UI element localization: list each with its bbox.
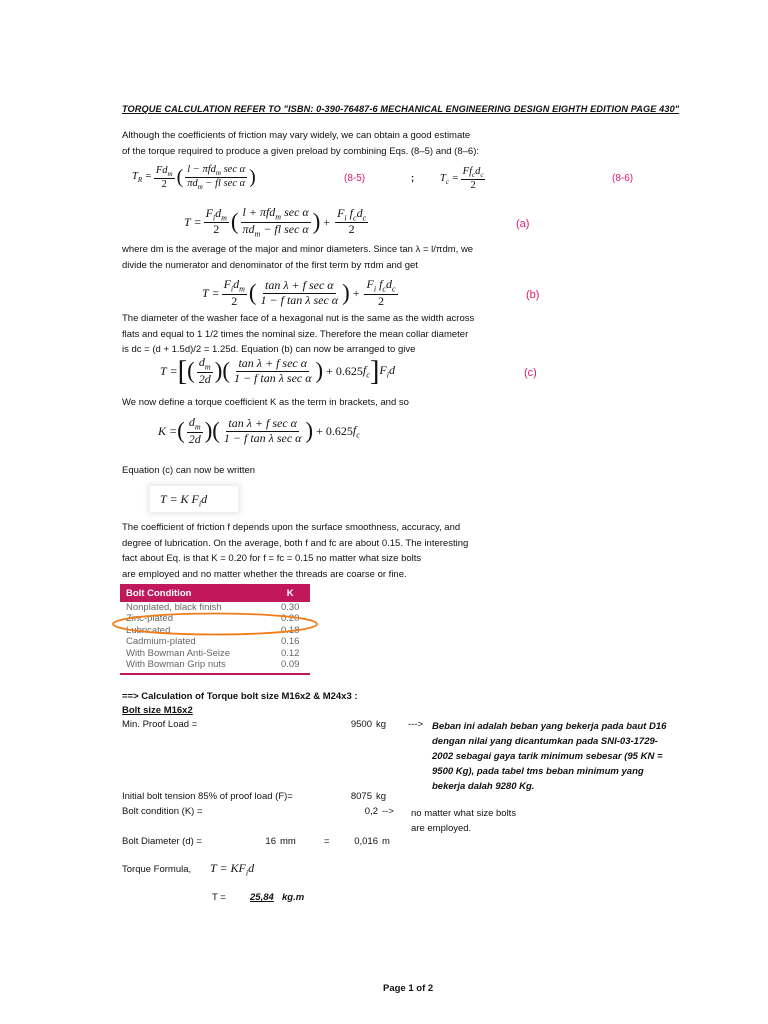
equation-label-8-6: (8-6) (612, 173, 634, 184)
torque-formula-label: Torque Formula, (122, 864, 192, 875)
k-paragraph: We now define a torque coefficient K as the term in brackets, and so (122, 397, 409, 408)
equation-k: K = ( $\frac{d_m}{2d}$ ) ( $\frac{\text{tan λ + f sec α}}{\text{1 − f tan λ sec α}}$ ) + 0.625 $f_c$ (158, 415, 360, 446)
friction-line: The coefficient of friction f depends upon the surface smoothness, accuracy, and (122, 522, 461, 533)
table-row (120, 648, 310, 659)
table-header-row (120, 584, 310, 602)
page-footer: Page 1 of 2 (383, 983, 434, 994)
table-cell: With Bowman Anti-Seize (126, 647, 231, 659)
table-bottom-rule (120, 673, 310, 675)
intro-paragraph (122, 128, 479, 159)
friction-line: fact about Eq. is that K = 0.20 for f = fc = 0.15 no matter what size bolts (122, 553, 422, 564)
equation-label-8-5: (8-5) (344, 173, 366, 184)
proof-load-label: Min. Proof Load = (122, 719, 198, 730)
washer-line: flats and equal to 1 1/2 times the nominal size. Therefore the mean collar diameter (122, 328, 469, 340)
washer-line: is dc = (d + 1.5d)/2 = 1.25d. Equation (b) can now be arranged to give (122, 344, 416, 355)
table-cell: Nonplated, black finish (126, 602, 222, 613)
table-cell: Lubricated (126, 624, 171, 636)
bolt-diameter-mm: 16 (265, 836, 276, 847)
calc-heading: ==> Calculation of Torque bolt size M16x2 & M24x3 : (122, 691, 358, 702)
equation-c: T = [ ( $\frac{d_m}{2d}$ ) ( $\frac{\text{tan λ + f sec α}}{\text{1 − f tan λ sec α}}$ ) + 0.625 $f_c$ ] $F_id$ (160, 354, 395, 387)
equation-label-b: (b) (526, 289, 540, 301)
table-cell: 0.18 (280, 624, 300, 636)
torque-formula: $T = KF_id$ (210, 861, 255, 878)
bolt-diameter-equals: = (324, 836, 330, 847)
torque-result-unit: kg.m (282, 892, 305, 903)
dm-paragraph (122, 242, 473, 273)
bolt-condition-note (411, 806, 516, 836)
washer-line: The diameter of the washer face of a hexagonal nut is the same as the width across (122, 313, 475, 324)
proof-load-note (432, 719, 666, 794)
proof-load-arrow: ---> (408, 719, 424, 730)
bolt-tension-value: 8075 (350, 791, 372, 802)
note-line: 2002 sebagai gaya tarik minimum sebesar (95 KN = (432, 751, 663, 762)
washer-paragraph (122, 311, 474, 358)
intro-line: Although the coefficients of friction may vary widely, we can obtain a good estimate (122, 130, 471, 141)
table-cell: With Bowman Grip nuts (126, 659, 226, 671)
note-line: no matter what size bolts (411, 808, 517, 819)
equation-8-6: $T_c$ = $\frac{Ff_cd_c}{2}$ (440, 166, 484, 192)
equation-label-c: (c) (524, 367, 537, 379)
proof-load-value: 9500 (350, 719, 372, 730)
proof-load-unit: kg (376, 719, 387, 730)
bolt-condition-value: 0,2 (364, 806, 378, 817)
table-cell: 0.12 (280, 647, 300, 659)
note-line: bekerja dalah 9280 Kg. (432, 781, 535, 792)
equation-separator: ; (411, 173, 415, 184)
table-cell: 0.30 (280, 602, 300, 613)
dm-line: where dm is the average of the major and minor diameters. Since tan λ = l/πdm, we (122, 244, 474, 255)
table-cell: 0.09 (280, 659, 300, 671)
table-header-k: K (270, 584, 310, 602)
table-cell: 0.16 (280, 636, 300, 648)
equation-c-paragraph: Equation (c) can now be written (122, 465, 256, 476)
equation-a: T = $\frac{F_id_m}{2}$ ( $\frac{l + \pi fd_m \sec \alpha}{\pi d_m - fl \sec \alpha}$ ) + $\frac{F_i f_cd_c}{2}$ (184, 205, 367, 238)
bolt-condition-arrow: --> (382, 806, 394, 817)
note-line: dengan nilai yang dicantumkan pada SNI-03-1729- (432, 736, 658, 747)
equation-label-a: (a) (516, 218, 530, 230)
bolt-diameter-m: 0,016 (354, 836, 378, 847)
friction-line: are employed and no matter whether the threads are coarse or fine. (122, 568, 407, 580)
table-row (120, 659, 310, 670)
bolt-diameter-label: Bolt Diameter (d) = (122, 836, 202, 847)
torque-result-label: T = (212, 892, 226, 903)
bolt-tension-label: Initial bolt tension 85% of proof load (F)= (122, 791, 293, 802)
table-header-condition: Bolt Condition (120, 584, 270, 602)
friction-line: degree of lubrication. On the average, both f and fc are about 0.15. The interesting (122, 537, 469, 549)
bolt-condition-label: Bolt condition (K) = (122, 806, 203, 817)
equation-8-5: $T_R$ = $\frac{Fd_m}{2}$ ( $\frac{l - \pi fd_m \sec \alpha}{\pi d_m - fl \sec \alpha}$ ) (132, 164, 256, 192)
page-title: TORQUE CALCULATION REFER TO "ISBN: 0-390-76487-6 MECHANICAL ENGINEERING DESIGN EIGHTH EDITION PAGE 430" (122, 104, 680, 114)
equation-b: T = $\frac{F_id_m}{2}$ ( $\frac{\text{tan λ + f sec α}}{\text{1 − f tan λ sec α}}$ ) + $\frac{F_i f_cd_c}{2}$ (202, 277, 396, 308)
table-cell: Cadmium-plated (126, 636, 196, 648)
torque-result-value: 25,84 (250, 892, 274, 903)
table-cell: 0.20 (280, 613, 300, 625)
calc-subheading: Bolt size M16x2 (122, 705, 193, 716)
note-line: 9500 Kg), pada tabel tms beban minimum yang (432, 766, 644, 777)
bolt-diameter-m-unit: m (382, 836, 390, 847)
bolt-tension-unit: kg (376, 791, 387, 802)
table-cell: Zinc-plated (126, 613, 173, 625)
highlight-ellipse (110, 610, 322, 638)
dm-line: divide the numerator and denominator of the first term by πdm and get (122, 259, 418, 271)
torque-formula-image: T = K $F_id$ (150, 486, 238, 512)
bolt-diameter-mm-unit: mm (280, 836, 296, 847)
note-line: Beban ini adalah beban yang bekerja pada baut D16 (432, 721, 667, 732)
friction-paragraph (122, 520, 468, 582)
note-line: are employed. (411, 823, 472, 834)
intro-line: of the torque required to produce a given preload by combining Eqs. (8–5) and (8–6): (122, 145, 480, 157)
